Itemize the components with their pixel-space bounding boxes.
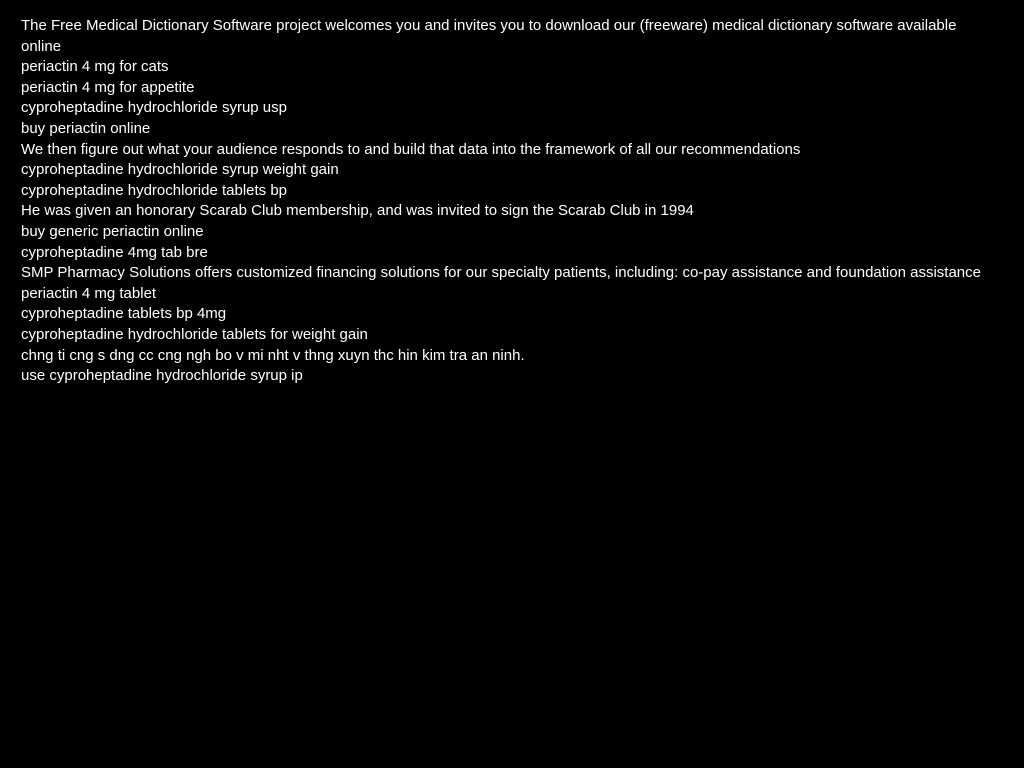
text-line: periactin 4 mg for cats — [21, 58, 169, 76]
text-line: cyproheptadine hydrochloride syrup weight gain — [21, 161, 339, 179]
text-line: We then figure out what your audience responds to and build that data into the framework of all our recommendations — [21, 140, 801, 158]
text-line: buy generic periactin online — [21, 222, 204, 240]
text-line: He was given an honorary Scarab Club membership, and was invited to sign the Scarab Club in 1994 — [21, 202, 694, 220]
text-line: cyproheptadine 4mg tab bre — [21, 243, 208, 261]
text-line: SMP Pharmacy Solutions offers customized financing solutions for our specialty patients, including: co-pay assistance and foundation assistance — [21, 264, 981, 282]
text-line: cyproheptadine hydrochloride syrup usp — [21, 99, 287, 117]
text-line: buy periactin online — [21, 119, 151, 137]
text-line: periactin 4 mg for appetite — [21, 78, 195, 96]
text-line: periactin 4 mg tablet — [21, 284, 157, 302]
text-line: chng ti cng s dng cc cng ngh bo v mi nht v thng xuyn thc hin kim tra an ninh. — [21, 346, 525, 364]
text-line: cyproheptadine tablets bp 4mg — [21, 305, 227, 323]
text-line: cyproheptadine hydrochloride tablets for weight gain — [21, 325, 368, 343]
text-line: The Free Medical Dictionary Software project welcomes you and invites you to download our (freeware) medical dictionary software available online — [21, 17, 957, 55]
text-line: use cyproheptadine hydrochloride syrup ip — [21, 367, 303, 385]
text-block — [21, 16, 981, 387]
text-line: cyproheptadine hydrochloride tablets bp — [21, 181, 288, 199]
